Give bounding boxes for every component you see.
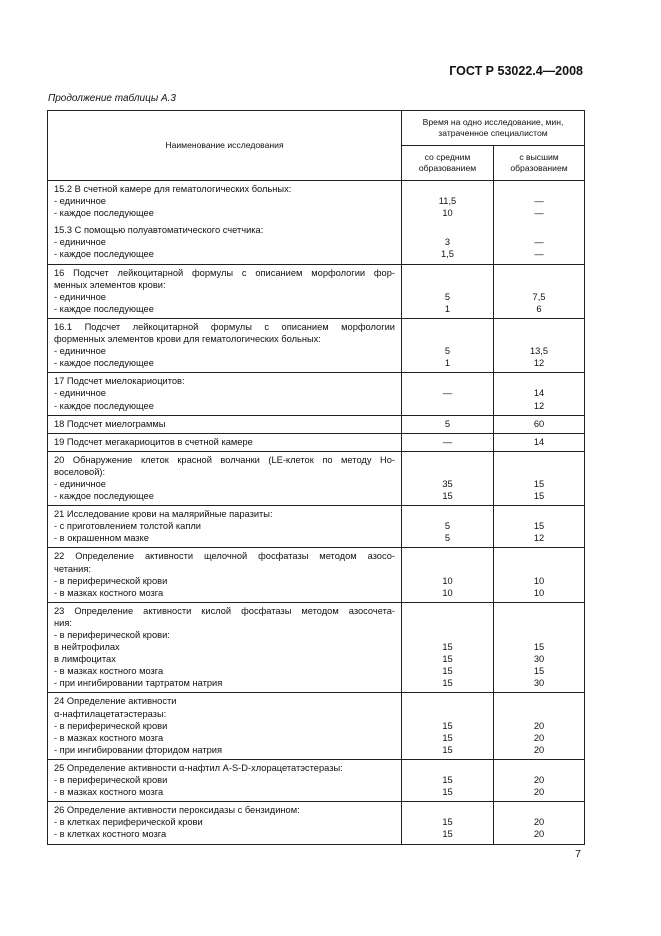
row-text: - каждое последующее [54, 491, 154, 502]
table-row [48, 318, 585, 372]
cell-name [48, 506, 402, 548]
cell-name [48, 415, 402, 433]
cell-secondary-education [402, 433, 494, 451]
value-secondary [402, 466, 493, 478]
value-higher: — [534, 196, 544, 207]
row-text: - в периферической крови: [54, 630, 170, 640]
cell-secondary-education [402, 802, 494, 844]
cell-higher-education [494, 181, 585, 265]
value-secondary [402, 563, 493, 575]
methods-table [47, 110, 585, 845]
row-text: - в мазках костного мозга [54, 732, 164, 743]
value-higher: 12 [533, 400, 545, 411]
cell-secondary-education [402, 373, 494, 415]
value-higher [494, 267, 584, 279]
table-row [48, 693, 585, 759]
value-secondary: 1,5 [441, 249, 454, 260]
column-header-name: Наименование исследования [48, 111, 402, 181]
value-higher [494, 563, 584, 575]
row-text: - единичное [54, 196, 106, 207]
value-secondary: 15 [442, 787, 453, 798]
value-higher [494, 804, 584, 816]
value-higher [494, 375, 584, 387]
cell-name [48, 759, 402, 801]
table-row [48, 802, 585, 844]
row-text: - каждое последующее [54, 208, 154, 219]
cell-secondary-education [402, 693, 494, 759]
table-row [48, 451, 585, 505]
row-text: - с приготовлением толстой капли [54, 521, 201, 532]
cell-name [48, 693, 402, 759]
row-text: - единичное [54, 237, 106, 248]
value-higher [494, 550, 584, 562]
row-text: - в периферической крови [54, 720, 168, 731]
value-secondary [402, 695, 493, 707]
cell-name [48, 548, 402, 602]
table-caption: Продолжение таблицы А.3 [48, 93, 176, 104]
cell-higher-education [494, 802, 585, 844]
cell-name [48, 181, 402, 265]
row-text: - в периферической крови [54, 575, 168, 586]
value-secondary: 15 [442, 654, 453, 665]
value-higher [494, 224, 584, 236]
value-higher: 20 [533, 787, 545, 798]
value-secondary [402, 708, 493, 720]
value-secondary: 15 [442, 732, 453, 743]
value-higher [494, 321, 584, 333]
value-higher [494, 617, 584, 629]
cell-name [48, 451, 402, 505]
value-higher: 20 [533, 732, 545, 743]
value-secondary: 10 [442, 587, 453, 598]
row-text: 26 Определение активности пероксидазы с бензидином: [54, 805, 300, 816]
value-secondary: — [442, 388, 453, 399]
value-higher [494, 629, 584, 641]
value-secondary: 5 [444, 533, 451, 544]
cell-secondary-education [402, 318, 494, 372]
value-higher: — [534, 208, 544, 219]
value-secondary: 15 [442, 829, 453, 840]
cell-higher-education [494, 548, 585, 602]
row-text: 19 Подсчет мегакариоцитов в счетной камере [54, 436, 253, 447]
row-text: 22 Определение активности щелочной фосфатазы методом азосо- [54, 551, 395, 562]
value-higher: 20 [533, 829, 545, 840]
row-text: форменных элементов крови для гематологических больных: [54, 334, 321, 345]
value-secondary [402, 508, 493, 520]
row-text: 15.2 В счетной камере для гематологических больных: [54, 184, 292, 194]
value-secondary [402, 762, 493, 774]
table-row [48, 264, 585, 318]
row-text: - в мазках костного мозга [54, 787, 164, 798]
value-higher: 15 [533, 666, 545, 677]
value-higher: 10 [533, 575, 545, 586]
row-text: четания: [54, 563, 91, 574]
value-higher: 20 [533, 720, 545, 731]
value-higher: 15 [533, 642, 545, 653]
row-text: менных элементов крови: [54, 279, 166, 290]
value-secondary [402, 605, 493, 617]
value-higher: 15 [533, 491, 545, 502]
value-higher: 20 [533, 744, 545, 755]
page-number: 7 [575, 848, 581, 860]
value-secondary: 3 [444, 237, 451, 248]
value-secondary [402, 400, 493, 412]
value-secondary [402, 629, 493, 641]
value-secondary: 15 [442, 666, 453, 677]
value-higher: 14 [533, 436, 545, 447]
value-higher: 14 [533, 388, 545, 399]
row-text: - в мазках костного мозга [54, 587, 164, 598]
value-higher: 20 [533, 775, 545, 786]
row-text: - в мазках костного мозга [54, 666, 164, 677]
value-higher: 15 [533, 521, 545, 532]
cell-secondary-education [402, 451, 494, 505]
row-text: 25 Определение активности α-нафтил A-S-D-хлорацетатэстеразы: [54, 762, 343, 773]
cell-higher-education [494, 693, 585, 759]
cell-higher-education [494, 602, 585, 693]
table-row [48, 373, 585, 415]
value-secondary [402, 279, 493, 291]
cell-name [48, 373, 402, 415]
value-secondary [402, 321, 493, 333]
value-higher: 12 [533, 533, 545, 544]
value-secondary [402, 454, 493, 466]
value-higher: 6 [536, 303, 542, 314]
row-text: 16.1 Подсчет лейкоцитарной формулы с описанием морфологии [54, 321, 395, 332]
value-higher [494, 605, 584, 617]
cell-higher-education [494, 433, 585, 451]
value-secondary [402, 267, 493, 279]
value-higher [494, 508, 584, 520]
value-secondary: 15 [442, 744, 453, 755]
cell-secondary-education [402, 264, 494, 318]
value-higher: 10 [533, 587, 545, 598]
row-text: - каждое последующее [54, 249, 154, 260]
value-secondary [402, 375, 493, 387]
value-higher [494, 695, 584, 707]
column-header-secondary-education: со средним образованием [402, 146, 494, 181]
row-text: - при ингибировании фторидом натрия [54, 744, 222, 755]
value-secondary: 5 [444, 346, 451, 357]
value-higher [494, 333, 584, 345]
cell-secondary-education [402, 181, 494, 265]
value-secondary: 15 [442, 775, 453, 786]
value-higher [494, 466, 584, 478]
row-text: ния: [54, 617, 72, 628]
value-higher: 15 [533, 478, 545, 489]
value-higher [494, 183, 584, 195]
value-secondary: 15 [442, 720, 453, 731]
value-higher: 12 [533, 358, 545, 369]
table-row [48, 759, 585, 801]
row-text: - единичное [54, 346, 106, 357]
cell-higher-education [494, 264, 585, 318]
table-row [48, 506, 585, 548]
value-secondary: 15 [442, 491, 453, 502]
cell-higher-education [494, 506, 585, 548]
row-text: - в клетках костного мозга [54, 829, 167, 840]
cell-higher-education [494, 415, 585, 433]
value-higher [494, 762, 584, 774]
value-secondary [402, 183, 493, 195]
value-secondary [402, 617, 493, 629]
value-secondary: 10 [442, 575, 453, 586]
cell-name [48, 318, 402, 372]
row-text: 23 Определение активности кислой фосфатазы методом азосочета- [54, 605, 395, 616]
value-higher: 13,5 [529, 346, 549, 357]
value-secondary: 15 [442, 678, 453, 689]
row-text: - каждое последующее [54, 303, 154, 314]
row-text: - единичное [54, 478, 106, 489]
row-text: 15.3 С помощью полуавтоматического счетчика: [54, 225, 264, 236]
table-row [48, 433, 585, 451]
table-row [48, 602, 585, 693]
cell-secondary-education [402, 759, 494, 801]
cell-higher-education [494, 373, 585, 415]
cell-secondary-education [402, 548, 494, 602]
cell-secondary-education [402, 602, 494, 693]
value-higher: 60 [533, 418, 545, 429]
table-row [48, 181, 585, 265]
cell-higher-education [494, 451, 585, 505]
row-text: - каждое последующее [54, 400, 154, 411]
row-text: - в клетках периферической крови [54, 817, 203, 828]
column-header-higher-education: с высшим образованием [494, 146, 585, 181]
value-higher: — [534, 249, 544, 260]
row-text: - в периферической крови [54, 775, 168, 786]
value-secondary: 5 [444, 521, 451, 532]
row-text: α-нафтилацетатэстеразы: [54, 708, 167, 719]
row-text: в нейтрофилах [54, 642, 120, 653]
value-higher: 30 [533, 654, 545, 665]
row-text: воселовой): [54, 466, 106, 477]
document-code: ГОСТ Р 53022.4—2008 [449, 64, 583, 78]
table-row [48, 548, 585, 602]
value-higher [494, 454, 584, 466]
row-text: 18 Подсчет миелограммы [54, 418, 166, 429]
value-secondary: — [442, 436, 453, 447]
value-secondary [402, 804, 493, 816]
table-row [48, 415, 585, 433]
column-header-time: Время на одно исследование, мин, затраченное специалистом [402, 111, 585, 146]
cell-secondary-education [402, 506, 494, 548]
row-text: - при ингибировании тартратом натрия [54, 678, 223, 689]
value-higher: — [534, 237, 544, 248]
row-text: 24 Определение активности [54, 696, 177, 707]
value-secondary [402, 224, 493, 236]
cell-higher-education [494, 759, 585, 801]
row-text: - единичное [54, 388, 106, 399]
row-text: 16 Подсчет лейкоцитарной формулы с описанием морфологии фор- [54, 267, 395, 278]
cell-name [48, 802, 402, 844]
value-secondary: 1 [444, 303, 451, 314]
row-text: - в окрашенном мазке [54, 533, 149, 544]
value-higher [494, 279, 584, 291]
value-higher: 30 [533, 678, 545, 689]
value-secondary: 5 [444, 291, 451, 302]
value-higher: 7,5 [532, 291, 546, 302]
value-secondary: 15 [442, 817, 453, 828]
row-text: - каждое последующее [54, 358, 154, 369]
row-text: 20 Обнаружение клеток красной волчанки (LE-клеток по методу Но- [54, 454, 395, 465]
value-secondary: 1 [444, 358, 451, 369]
value-higher: 20 [533, 817, 545, 828]
cell-name [48, 602, 402, 693]
cell-name [48, 433, 402, 451]
cell-secondary-education [402, 415, 494, 433]
cell-name [48, 264, 402, 318]
value-secondary: 11,5 [438, 196, 457, 207]
cell-higher-education [494, 318, 585, 372]
value-secondary: 5 [444, 418, 451, 429]
row-text: - единичное [54, 291, 106, 302]
value-secondary: 35 [442, 478, 453, 489]
row-text: 21 Исследование крови на малярийные паразиты: [54, 509, 273, 520]
value-secondary [402, 550, 493, 562]
value-secondary: 10 [442, 208, 453, 219]
value-secondary [402, 333, 493, 345]
value-secondary: 15 [442, 642, 453, 653]
row-text: 17 Подсчет миелокариоцитов: [54, 376, 185, 387]
row-text: в лимфоцитах [54, 654, 116, 665]
value-higher [494, 708, 584, 720]
